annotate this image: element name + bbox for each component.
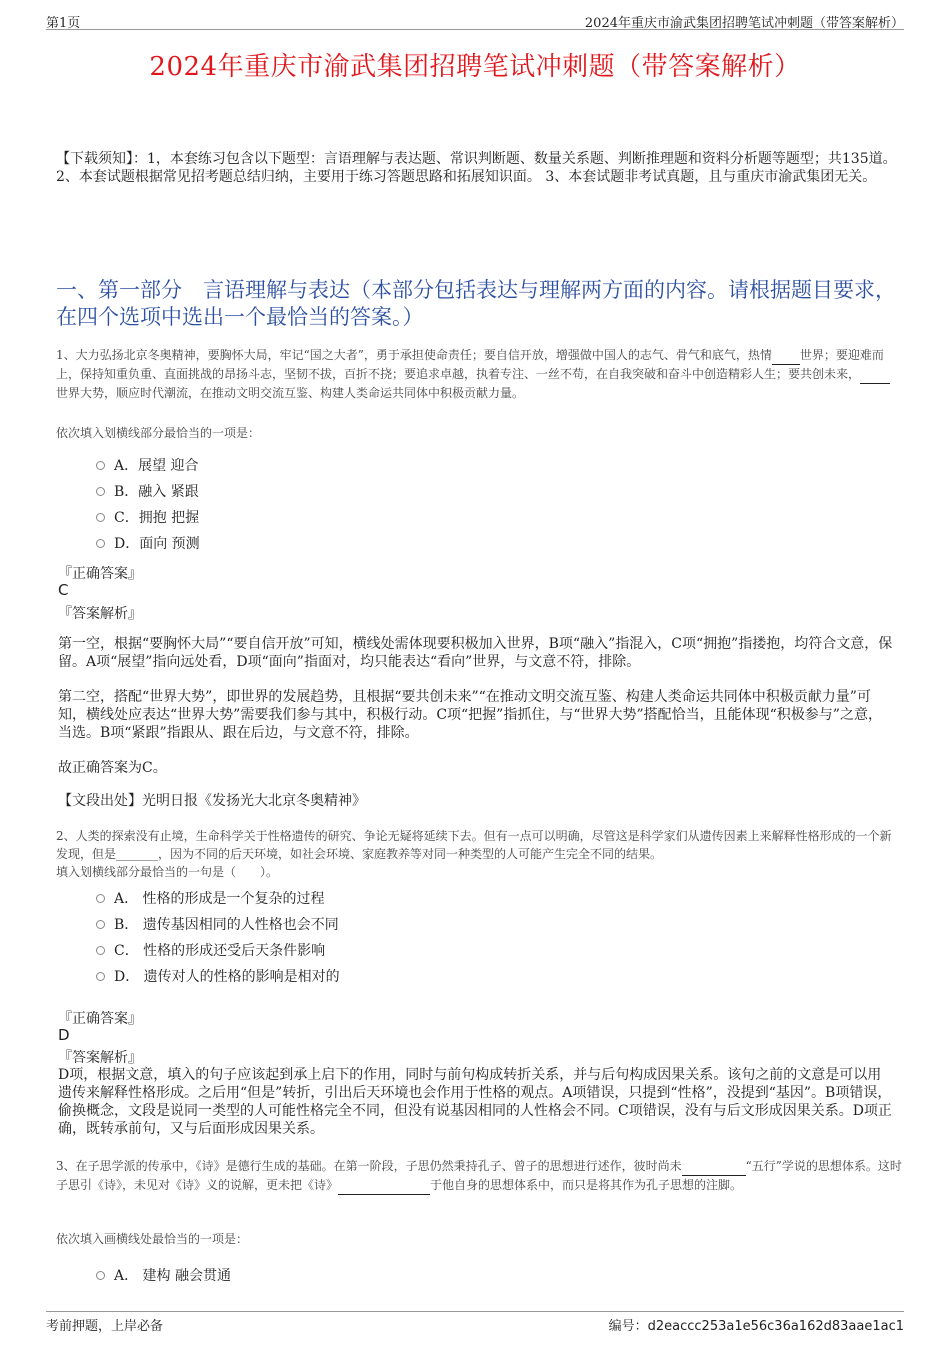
page-title: 2024年重庆市渝武集团招聘笔试冲刺题（带答案解析） [149,52,801,82]
header-divider [46,29,904,30]
question-3-stem-part-a: 3、在子思学派的传承中，《诗》是德行生成的基础。在第一阶段，子思仍然秉持孔子、曾子的思想进行述作，彼时尚未 [56,1159,682,1173]
analysis-paragraph-2: 第二空，搭配“世界大势”，即世界的发展趋势，且根据“要共创未来”“在推动文明交流互鉴、构建人类命运共同体中积极贡献力量”可知，横线处应表达“世界大势”需要我们参与其中，积极行动。C项“把握”指抓住，与“世界大势”搭配恰当，且能体现“积极参与”之意，当选。B项“紧跟”指跟从、跟在后边，与文意不符，排除。 [58,689,882,741]
analysis-label: 『答案解析』 [58,1050,142,1066]
correct-answer-label: 『正确答案』 [58,566,142,582]
section-title: 一、第一部分 言语理解与表达（本部分包括表达与理解两方面的内容。请根据题目要求，在四个选项中选出一个最恰当的答案。） [56,278,896,329]
question-1-options [96,452,200,556]
radio-icon[interactable] [96,513,105,522]
question-1-stem-part-b: 世界；要迎难而上，保持知重负重、直面挑战的昂扬斗志，坚韧不拔，百折不挠；要追求卓越，执着专注、一丝不苟，在自我突破和奋斗中创造精彩人生；要共创未来， [56,348,884,381]
question-1-stem-part-c: 世界大势，顺应时代潮流，在推动文明交流互鉴、构建人类命运共同体中积极贡献力量。 [56,386,525,400]
option-label: D．面向 预测 [114,536,200,552]
question-3-prompt: 依次填入画横线处最恰当的一项是： [56,1232,249,1246]
option-label: D． 遗传对人的性格的影响是相对的 [114,969,340,985]
option-c[interactable] [96,937,340,963]
question-3-stem [56,1157,902,1195]
analysis-paragraph: D项，根据文意，填入的句子应该起到承上启下的作用，同时与前句构成转折关系，并与后句构成因果关系。该句之前的文意是可以用遗传来解释性格形成。之后用“但是”转折，引出后天环境也会作用于性格的观点。A项错误，只提到“性格”，没提到“基因”。B项错误，偷换概念，文段是说同一类型的人可能性格完全不同，但没有说基因相同的人性格会不同。C项错误，没有与后文形成因果关系。D项正确，既转承前句，又与后面形成因果关系。 [58,1067,892,1137]
analysis-conclusion: 故正确答案为C。 [58,760,167,776]
radio-icon[interactable] [96,946,105,955]
question-2-stem: 2、人类的探索没有止境，生命科学关于性格遗传的研究、争论无疑将延续下去。但有一点可以明确，尽管这是科学家们从遗传因素上来解释性格形成的一个新发现，但是_______，因为不同的后天环境，如社会环境、家庭教养等对同一种类型的人可能产生完全不同的结果。 [56,829,892,861]
option-a[interactable] [96,1262,231,1288]
fill-blank [682,1157,746,1176]
option-a[interactable] [96,452,200,478]
download-notice: 【下载须知】：1，本套练习包含以下题型：言语理解与表达题、常识判断题、数量关系题、判断推理题和资料分析题等题型；共135道。 2、本套试题根据常见招考题总结归纳，主要用于练习答题思路和拓展知识面。 3、本套试题非考试真题，且与重庆市渝武集团无关。 [56,151,897,185]
radio-icon[interactable] [96,1271,105,1280]
option-label: B．融入 紧跟 [114,484,199,500]
correct-answer: C [58,581,69,599]
question-1-stem [56,346,902,402]
footer-divider [46,1311,904,1312]
page-number: 第1页 [46,16,81,31]
radio-icon[interactable] [96,461,105,470]
page-header [0,0,950,30]
option-label: A． 建构 融会贯通 [114,1268,232,1284]
analysis-paragraph-1: 第一空，根据“要胸怀大局”“要自信开放”可知，横线处需体现要积极加入世界，B项“融入”指混入，C项“拥抱”指搂抱，均符合文意，保留。A项“展望”指向远处看，D项“面向”指面对，均只能表达“看向”世界，与文意不符，排除。 [58,636,893,670]
option-b[interactable] [96,911,340,937]
radio-icon[interactable] [96,972,105,981]
option-d[interactable] [96,963,340,989]
fill-blank [772,346,800,365]
question-1-stem-part-a: 1、大力弘扬北京冬奥精神，要胸怀大局，牢记“国之大者”，勇于承担使命责任；要自信开放，增强做中国人的志气、骨气和底气，热情 [56,348,772,362]
question-1-prompt: 依次填入划横线部分最恰当的一项是： [56,426,261,440]
question-3-stem-part-c: 于他自身的思想体系中，而只是将其作为孔子思想的注脚。 [430,1178,743,1192]
correct-answer-label: 『正确答案』 [58,1011,142,1027]
option-b[interactable] [96,478,200,504]
option-label: A． 性格的形成是一个复杂的过程 [114,891,325,907]
correct-answer: D [58,1026,70,1044]
text-source: 【文段出处】光明日报《发扬光大北京冬奥精神》 [58,793,366,809]
option-a[interactable] [96,885,340,911]
fill-blank [860,365,890,384]
radio-icon[interactable] [96,920,105,929]
question-3-stem-part-b: “五行”学说的思想体系。这时子思引《诗》，未见对《诗》义的说解，更未把《诗》 [56,1159,902,1192]
option-label: C． 性格的形成还受后天条件影响 [114,943,326,959]
header-doc-title: 2024年重庆市渝武集团招聘笔试冲刺题（带答案解析） [584,16,904,31]
question-2-options [96,885,340,989]
option-label: C．拥抱 把握 [114,510,200,526]
analysis-label: 『答案解析』 [58,606,142,622]
radio-icon[interactable] [96,539,105,548]
option-d[interactable] [96,530,200,556]
question-3-options [96,1262,231,1288]
option-label: A．展望 迎合 [114,458,199,474]
footer-code-value: d2eaccc253a1e56c36a162d83aae1ac1 [647,1319,904,1334]
fill-blank [338,1176,430,1195]
radio-icon[interactable] [96,894,105,903]
radio-icon[interactable] [96,487,105,496]
footer-slogan: 考前押题，上岸必备 [46,1319,164,1334]
option-c[interactable] [96,504,200,530]
question-2-prompt: 填入划横线部分最恰当的一句是（ ）。 [56,865,279,879]
footer-code [609,1315,904,1334]
option-label: B． 遗传基因相同的人性格也会不同 [114,917,339,933]
footer-code-label: 编号： [608,1319,648,1334]
